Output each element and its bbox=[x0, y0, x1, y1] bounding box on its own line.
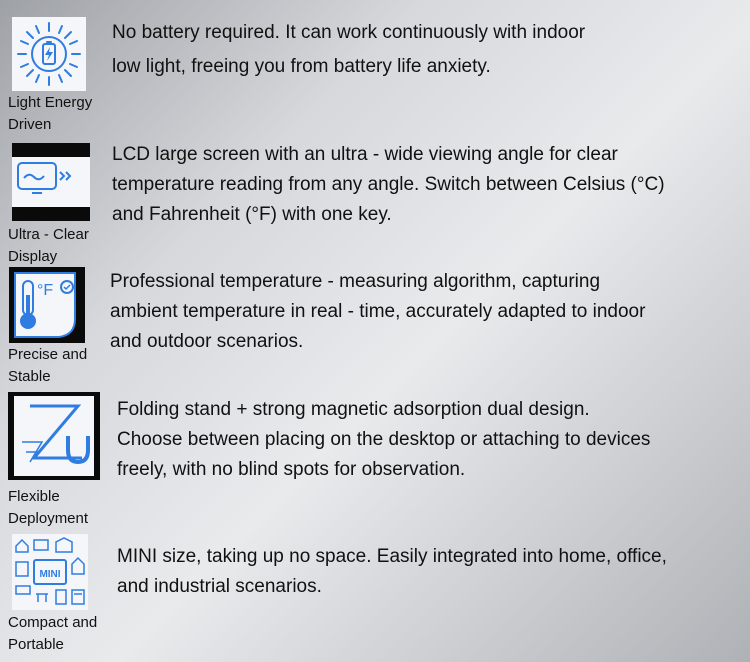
feature-flexible-deployment bbox=[0, 390, 750, 530]
description-line: No battery required. It can work continuously with indoor bbox=[112, 22, 586, 43]
sun-battery-icon bbox=[12, 17, 86, 91]
description-line: Choose between placing on the desktop or attaching to devices bbox=[117, 429, 651, 450]
feature-description bbox=[112, 140, 665, 230]
feature-description bbox=[117, 542, 667, 602]
thermometer-icon bbox=[9, 267, 85, 343]
description-line: and industrial scenarios. bbox=[117, 576, 322, 597]
feature-compact-portable bbox=[0, 530, 750, 662]
description-line: Folding stand + strong magnetic adsorption dual design. bbox=[117, 399, 590, 420]
label-line: Display bbox=[8, 248, 58, 265]
stand-magnet-icon bbox=[8, 392, 100, 480]
description-line: ambient temperature in real - time, accurately adapted to indoor bbox=[110, 301, 646, 322]
feature-light-energy bbox=[0, 0, 750, 135]
description-line: and outdoor scenarios. bbox=[110, 331, 304, 352]
feature-label bbox=[8, 612, 97, 656]
label-line: Deployment bbox=[8, 510, 89, 527]
feature-label bbox=[8, 92, 92, 136]
label-line: Stable bbox=[8, 368, 51, 385]
label-line: Ultra - Clear bbox=[8, 226, 89, 243]
label-line: Compact and bbox=[8, 614, 98, 631]
mini-label: MINI bbox=[39, 569, 61, 580]
mini-scenarios-icon bbox=[12, 534, 88, 610]
feature-label bbox=[8, 224, 89, 268]
feature-label bbox=[8, 344, 87, 388]
description-line: MINI size, taking up no space. Easily integrated into home, office, bbox=[117, 546, 667, 567]
description-line: freely, with no blind spots for observation. bbox=[117, 459, 466, 480]
description-line: low light, freeing you from battery life anxiety. bbox=[112, 56, 491, 77]
feature-description bbox=[112, 18, 585, 82]
feature-precise-stable bbox=[0, 265, 750, 390]
feature-description bbox=[117, 395, 650, 485]
description-line: temperature reading from any angle. Switch between Celsius (°C) bbox=[112, 174, 665, 195]
label-line: Light Energy bbox=[8, 94, 93, 111]
thermometer-unit-label: °F bbox=[37, 282, 54, 299]
label-line: Flexible bbox=[8, 488, 60, 505]
wide-screen-icon bbox=[12, 143, 90, 221]
feature-label bbox=[8, 486, 88, 530]
label-line: Precise and bbox=[8, 346, 88, 363]
description-line: and Fahrenheit (°F) with one key. bbox=[112, 204, 392, 225]
description-line: LCD large screen with an ultra - wide viewing angle for clear bbox=[112, 144, 618, 165]
label-line: Portable bbox=[8, 636, 64, 653]
feature-ultra-clear-display bbox=[0, 135, 750, 265]
label-line: Driven bbox=[8, 116, 52, 133]
description-line: Professional temperature - measuring algorithm, capturing bbox=[110, 271, 601, 292]
feature-description bbox=[110, 267, 645, 357]
